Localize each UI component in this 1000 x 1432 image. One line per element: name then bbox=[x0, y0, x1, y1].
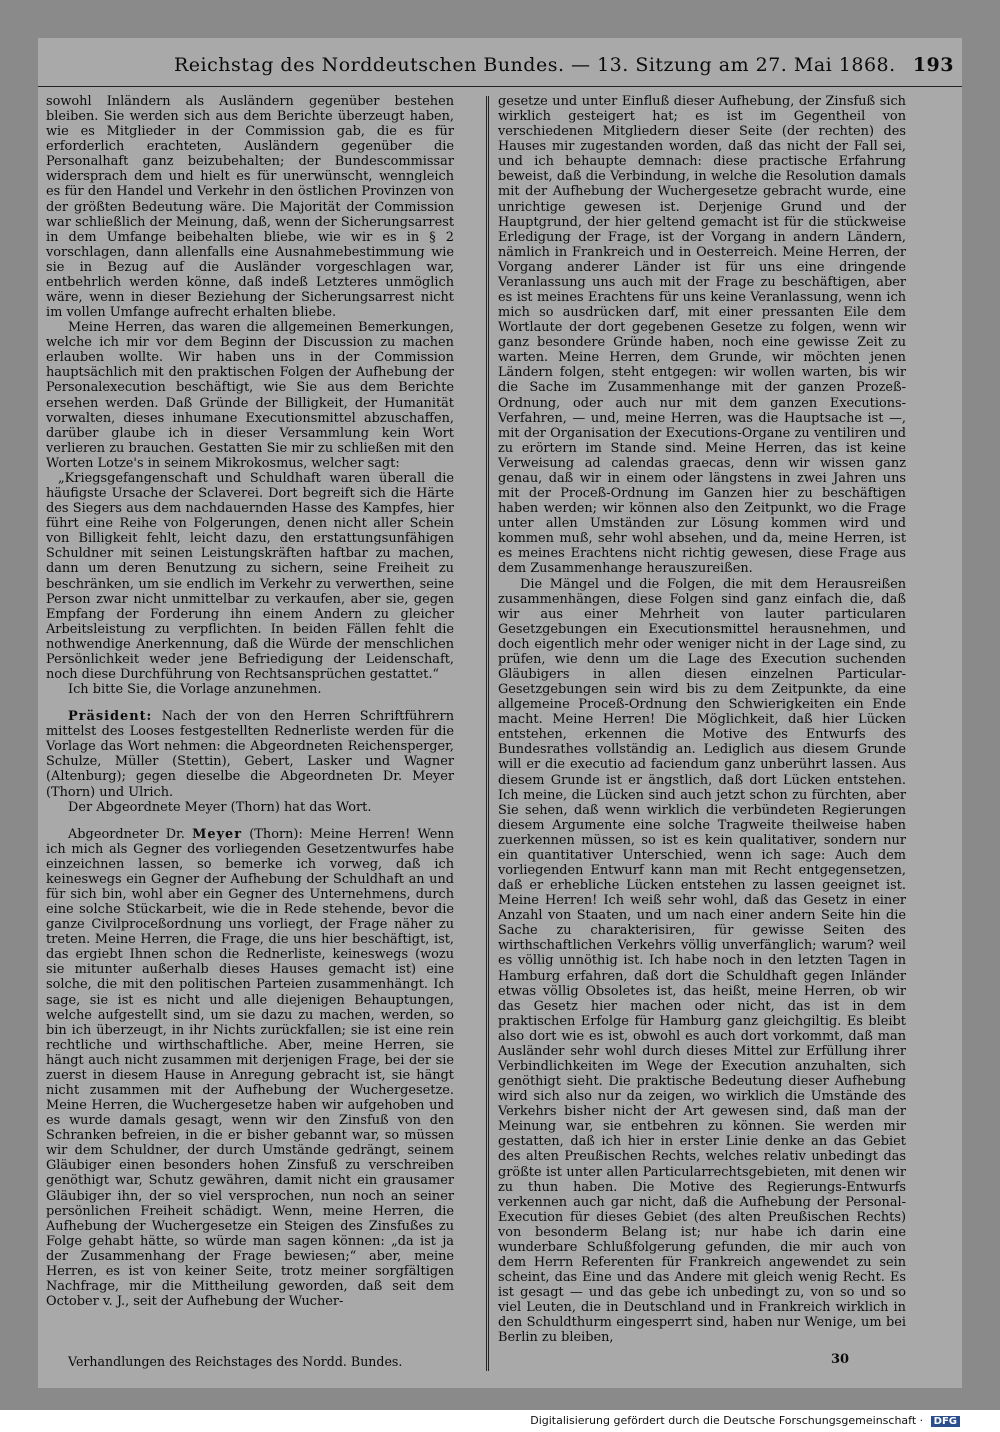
president-speaker-label: Präsident: bbox=[68, 709, 153, 725]
right-paragraph-1: gesetze und unter Einfluß dieser Aufhebung, der Zinsfuß sich wirklich gesteigert hat; es ist im Gegentheil von verschiedenen Mitgliedern dieser Seite (der rechten) des Hauses mir zugestanden worden, daß das nicht der Fall sei, und ich behaupte demnach: diese practische Erfahrung beweist, daß die Verbindung, in welche die Resolution damals mit der Aufhebung der Wuchergesetze gebracht wurde, eine unrichtige gewesen ist. Derjenige Grund und der Hauptgrund, der hier geltend gemacht ist für die stückweise Erledigung der Frage, ist der Vorgang in andern Ländern, nämlich in Frankreich und in Oesterreich. Meine Herren, der Vorgang anderer Länder ist für uns eine dringende Veranlassung uns auch mit der Frage zu beschäftigen, aber es ist meines Erachtens für uns keine Veranlassung, wenn ich mich so ausdrücken darf, mit einer pressanten Eile dem Wortlaute der dort gegebenen Gesetze zu folgen, wenn wir ganz besondere Gründe haben, noch eine gewisse Zeit zu warten. Meine Herren, dem Grunde, wir möchten jenen Ländern folgen, steht entgegen: wir wollen warten, bis wir die Sache im Zusammenhange mit der ganzen Prozeß-Ordnung, oder auch nur mit dem ganzen Executions-Verfahren, — und, meine Herren, was die Hauptsache ist —, mit der Organisation der Executions-Organe zu ventiliren und zu erörtern im Stande sind. Meine Herren, das ist keine Verweisung ad calendas graecas, denn wir wissen ganz genau, daß wir in einem oder längstens in zwei Jahren uns mit der Proceß-Ordnung im Ganzen hier zu beschäftigen haben werden; wir können also den Zeitpunkt, wo die Frage unter allen Umständen zur Lösung kommen wird und kommen muß, sehr wohl absehen, und da, meine Herren, ist es meines Erachtens nicht richtig gewesen, diese Frage aus dem Zusammenhange herauszureißen. bbox=[498, 94, 906, 577]
president-paragraph bbox=[46, 709, 454, 799]
document-page bbox=[38, 38, 962, 1388]
dfg-logo: DFG bbox=[931, 1416, 960, 1427]
left-paragraph-6: Der Abgeordnete Meyer (Thorn) hat das Wort. bbox=[68, 799, 372, 815]
credit-text: Digitalisierung gefördert durch die Deutsche Forschungsgemeinschaft · bbox=[530, 1414, 924, 1427]
credit-text-container bbox=[530, 1414, 960, 1427]
column-divider bbox=[486, 96, 489, 1371]
meyer-prefix: Abgeordneter Dr. bbox=[68, 826, 185, 842]
meyer-speaker-label: Meyer bbox=[192, 826, 243, 842]
page-number: 193 bbox=[912, 54, 954, 76]
signature-mark: 30 bbox=[831, 1352, 850, 1367]
right-paragraph-2: Die Mängel und die Folgen, die mit dem Herausreißen zusammenhängen, diese Folgen sind ganz einfach die, daß wir aus einer Mehrheit von lauter particularen Gesetzgebungen ein Executionsmittel herausnehmen, und doch eigentlich mehr oder weniger nicht in der Lage sind, zu prüfen, wie denn um die Lage des Execution suchenden Gläubigers in allen diesen einzelnen Particular-Gesetzgebungen sein wird bis zu dem Zeitpunkte, da eine allgemeine Proceß-Ordnung den Schwierigkeiten ein Ende macht. Meine Herren! Die Möglichkeit, daß hier Lücken entstehen, erkennen die Motive des Entwurfs des Bundesrathes vollständig an. Lediglich aus diesem Grunde will er die executio ad faciendum ganz unberührt lassen. Aus diesem Grunde ist er ängstlich, daß dort Lücken entstehen. Ich meine, die Lücken sind auch jetzt schon zu fürchten, aber Sie sehen, daß wenn wirklich die verbündeten Regierungen diesem Argumente eine solche Tragweite theilweise haben zuerkennen müssen, so ist es kein qualitativer, sondern nur ein quantitativer Unterschied, wenn ich sage: Auch dem vorliegenden Entwurf kann man mit Recht entgegensetzen, daß er erhebliche Lücken entstehen zu lassen geeignet ist. Meine Herren! Ich weiß sehr wohl, daß das Gesetz in einer Anzahl von Staaten, und um nach einer andern Seite hin die Sache zu charakterisiren, für gewisse Seiten des wirthschaftlichen Verkehrs völlig unverfänglich; warum? weil es völlig unnöthig ist. Ich habe noch in den letzten Tagen in Hamburg erfahren, daß dort die Schuldhaft gegen Inländer etwas völlig Obsoletes ist, das heißt, meine Herren, ob wir das Gesetz hier machen oder nicht, das ist in dem praktischen Erfolge für Hamburg ganz gleichgiltig. Es bleibt also dort wie es ist, obwohl es auch dort vorkommt, daß man Ausländer sehr wohl durch dieses Mittel zur Erfüllung ihrer Verbindlichkeiten im Wege der Execution anzuhalten, sich genöthigt sieht. Die praktische Bedeutung dieser Aufhebung wird sich also nur da zeigen, wo wirklich die Umstände des Verkehrs bisher nicht der Art gewesen sind, daß man der Meinung war, sie entbehren zu können. Sie werden mir gestatten, daß ich hier in erster Linie denke an das Gebiet des alten Preußischen Rechts, welches relativ unbedingt das größte ist unter allen Particularrechtsgebieten, mit denen wir zu thun haben. Die Motive des Regierungs-Entwurfs verkennen auch gar nicht, daß die Aufhebung der Personal-Execution für dieses Gebiet (des alten Preußischen Rechts) von besonderm Belang ist; nur habe ich darin eine wunderbare Schlußfolgerung gefunden, die mir auch von dem Herrn Referenten für Frankreich angewendet zu sein scheint, das Eine und das Andere mit gleich wenig Recht. Es ist gesagt — und das gebe ich unbedingt zu, von so und so viel Leuten, die in Deutschland und in Frankreich wirklich in den Schuldthurm eingesperrt sind, haben nur Wenige, um bei Berlin zu bleiben, bbox=[498, 576, 906, 1346]
footer-publication: Verhandlungen des Reichstages des Nordd. Bundes. bbox=[68, 1354, 403, 1369]
lotze-quotation: „Kriegsgefangenschaft und Schuldhaft waren überall die häufigste Ursache der Sclaverei. Dort begreift sich die Härte des Siegers aus dem nachdauernden Hasse des Kampfes, hier führt eine Reihe von Folgerungen, denen nicht aller Schein von Billigkeit fehlt, leicht dazu, den erstattungsunfähigen Schuldner mit seinen Leistungskräften haftbar zu machen, dann um deren Benutzung zu sichern, seine Freiheit zu beschränken, um sie endlich im Verkehr zu verwerthen, seine Person zwar nicht unmittelbar zu verkaufen, aber sie, gegen Empfang der Forderung ihn einem Andern zu gleicher Arbeitsleistung zu verpflichten. In beiden Fällen fehlt die nothwendige Anerkennung, daß die Würde der menschlichen Persönlichkeit weder jene Befriedigung der Leidenschaft, noch diese Durchführung von Rechtsansprüchen gestattet.“ bbox=[46, 470, 454, 682]
meyer-text: (Thorn): Meine Herren! Wenn ich mich als Gegner des vorliegenden Gesetzentwurfes habe einzeichnen lassen, so bemerke ich vorweg, daß ich keineswegs ein Gegner der Aufhebung der Schuldhaft an und für sich bin, wohl aber ein Gegner des Unternehmens, durch eine solche Stückarbeit, wie die in Rede stehende, bevor die ganze Civilproceßordnung uns vorliegt, der Frage näher zu treten. Meine Herren, die Frage, die uns hier beschäftigt, ist, das ergiebt Ihnen schon die Rednerliste, keineswegs (wozu sie mitunter außerhalb dieses Hauses gemacht ist) eine solche, die mit den politischen Parteien zusammenhängt. Ich sage, sie ist es nicht und alle diejenigen Behauptungen, welche aufgestellt sind, um sie dazu zu machen, werden, so bin ich überzeugt, in ihr Nichts zurückfallen; sie ist eine rein rechtliche und wirthschaftliche. Aber, meine Herren, sie hängt auch nicht zusammen mit derjenigen Frage, bei der sie zuerst in diesem Hause in Anregung gebracht ist, sie hängt nicht zusammen mit der Aufhebung der Wuchergesetze. Meine Herren, die Wuchergesetze haben wir aufgehoben und es wurde damals gesagt, wenn wir den Zinsfuß von den Schranken befreien, in die er bisher gebannt war, so müssen wir dem Schuldner, der durch Umstände gedrängt, seinem Gläubiger einen besonders hohen Zinsfuß zu verschreiben genöthigt war, Schutz gewähren, damit nicht ein grausamer Gläubiger ihn, der so viel versprochen, nun noch an seiner persönlichen Freiheit schädigt. Wenn, meine Herren, die Aufhebung der Wuchergesetze ein Steigen des Zinsfußes zu Folge gehabt hätte, so würde man sagen können: „da ist ja der Zusammenhang der Frage bewiesen;“ aber, meine Herren, es ist von keiner Seite, trotz meiner sorgfältigen Nachfrage, mir die Mittheilung geworden, daß seit dem October v. J., seit der Aufhebung der Wucher- bbox=[46, 826, 454, 1310]
president-text: Nach der von den Herren Schriftführern mittelst des Looses festgestellten Rednerliste werden für die Vorlage das Wort nehmen: die Abgeordneten Reichensperger, Schulze, Müller (Stettin), Gebert, Lasker und Wagner (Altenburg); gegen dieselbe die Abgeordneten Dr. Meyer (Thorn) und Ulrich. bbox=[46, 709, 454, 800]
left-paragraph-1: sowohl Inländern als Ausländern gegenüber bestehen bleiben. Sie werden sich aus dem Berichte überzeugt haben, wie es Mitglieder in der Commission gab, die es für erforderlich erachteten, Ausländern gegenüber die Personalhaft ganz beizubehalten; der Bundescommissar widersprach dem und hielt es für unerwünscht, wenngleich es für den Handel und Verkehr in den östlichen Provinzen von der größten Bedeutung wäre. Die Majorität der Commission war schließlich der Meinung, daß, wenn der Sicherungsarrest in dem Umfange beibehalten bliebe, wie wir es in § 2 vorschlagen, dann allenfalls eine Ausnahmebestimmung wie sie in Bezug auf die Ausländer vorgeschlagen war, entbehrlich werden könne, daß indeß Letzteres unmöglich wäre, wenn in dieser Beziehung der Sicherungsarrest nicht im vollen Umfange aufrecht erhalten bliebe. bbox=[46, 94, 454, 321]
credit-strip bbox=[0, 1410, 1000, 1432]
left-paragraph-4: Ich bitte Sie, die Vorlage anzunehmen. bbox=[68, 682, 322, 698]
right-column bbox=[498, 94, 906, 1345]
meyer-paragraph bbox=[46, 827, 454, 1310]
header-title: Reichstag des Norddeutschen Bundes. — 13. Sitzung am 27. Mai 1868. bbox=[174, 54, 896, 76]
running-header bbox=[38, 50, 962, 87]
left-column bbox=[46, 94, 454, 1309]
left-paragraph-2: Meine Herren, das waren die allgemeinen Bemerkungen, welche ich mir vor dem Beginn der Discussion zu machen erlauben wollte. Wir haben uns in der Commission hauptsächlich mit den praktischen Folgen der Aufhebung der Personalexecution beschäftigt, wie Sie aus dem Berichte ersehen werden. Daß Gründe der Billigkeit, der Humanität vorwalten, dieses inhumane Executionsmittel abzuschaffen, darüber glaube ich in dieser Versammlung kein Wort verlieren zu brauchen. Gestatten Sie mir zu schließen mit den Worten Lotze's in seinem Mikrokosmus, welcher sagt: bbox=[46, 320, 454, 471]
